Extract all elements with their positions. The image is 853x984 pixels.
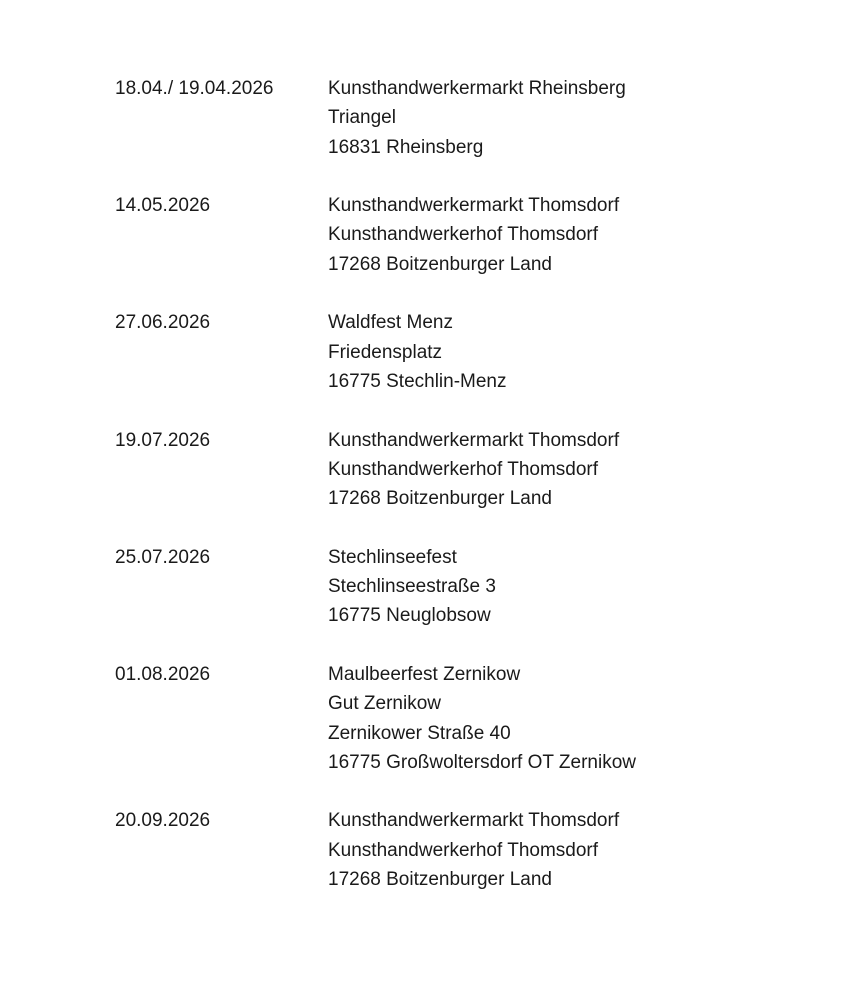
event-date: 27.06.2026 — [115, 312, 211, 334]
event-title: Kunsthandwerkermarkt Thomsdorf — [328, 429, 620, 451]
event-city: 16775 Stechlin-Menz — [328, 370, 507, 392]
event-venue: Gut Zernikow — [328, 693, 441, 715]
event-date: 14.05.2026 — [115, 195, 211, 217]
event-title: Kunsthandwerkermarkt Thomsdorf — [328, 810, 620, 832]
event-entry — [115, 426, 636, 514]
event-city: 17268 Boitzenburger Land — [328, 488, 552, 510]
event-title: Maulbeerfest Zernikow — [328, 663, 521, 685]
event-city: 16775 Neuglobsow — [328, 605, 491, 627]
event-entry — [115, 806, 636, 894]
event-title: Kunsthandwerkermarkt Rheinsberg — [328, 78, 626, 99]
event-venue: Stechlinseestraße 3 — [328, 576, 496, 598]
event-title: Waldfest Menz — [328, 312, 453, 334]
event-entry — [115, 74, 636, 162]
event-date: 19.07.2026 — [115, 429, 211, 451]
event-venue: Triangel — [328, 107, 396, 129]
event-venue: Friedensplatz — [328, 341, 443, 363]
event-city: 17268 Boitzenburger Land — [328, 253, 552, 275]
event-entry — [115, 308, 636, 396]
event-entry — [115, 543, 636, 631]
event-venue: Kunsthandwerkerhof Thomsdorf — [328, 224, 599, 246]
event-entry — [115, 660, 636, 777]
event-title: Stechlinseefest — [328, 546, 457, 568]
event-city: 16775 Großwoltersdorf OT Zernikow — [328, 751, 636, 773]
event-title: Kunsthandwerkermarkt Thomsdorf — [328, 195, 620, 217]
event-street: Zernikower Straße 40 — [328, 722, 511, 744]
event-entry — [115, 191, 636, 279]
event-date: 20.09.2026 — [115, 810, 211, 832]
event-date: 18.04./ 19.04.2026 — [115, 78, 274, 99]
event-list — [115, 74, 636, 924]
event-city: 16831 Rheinsberg — [328, 136, 484, 158]
event-venue: Kunsthandwerkerhof Thomsdorf — [328, 458, 599, 480]
event-date: 01.08.2026 — [115, 663, 211, 685]
event-date: 25.07.2026 — [115, 546, 211, 568]
event-city: 17268 Boitzenburger Land — [328, 869, 552, 891]
event-venue: Kunsthandwerkerhof Thomsdorf — [328, 839, 599, 861]
